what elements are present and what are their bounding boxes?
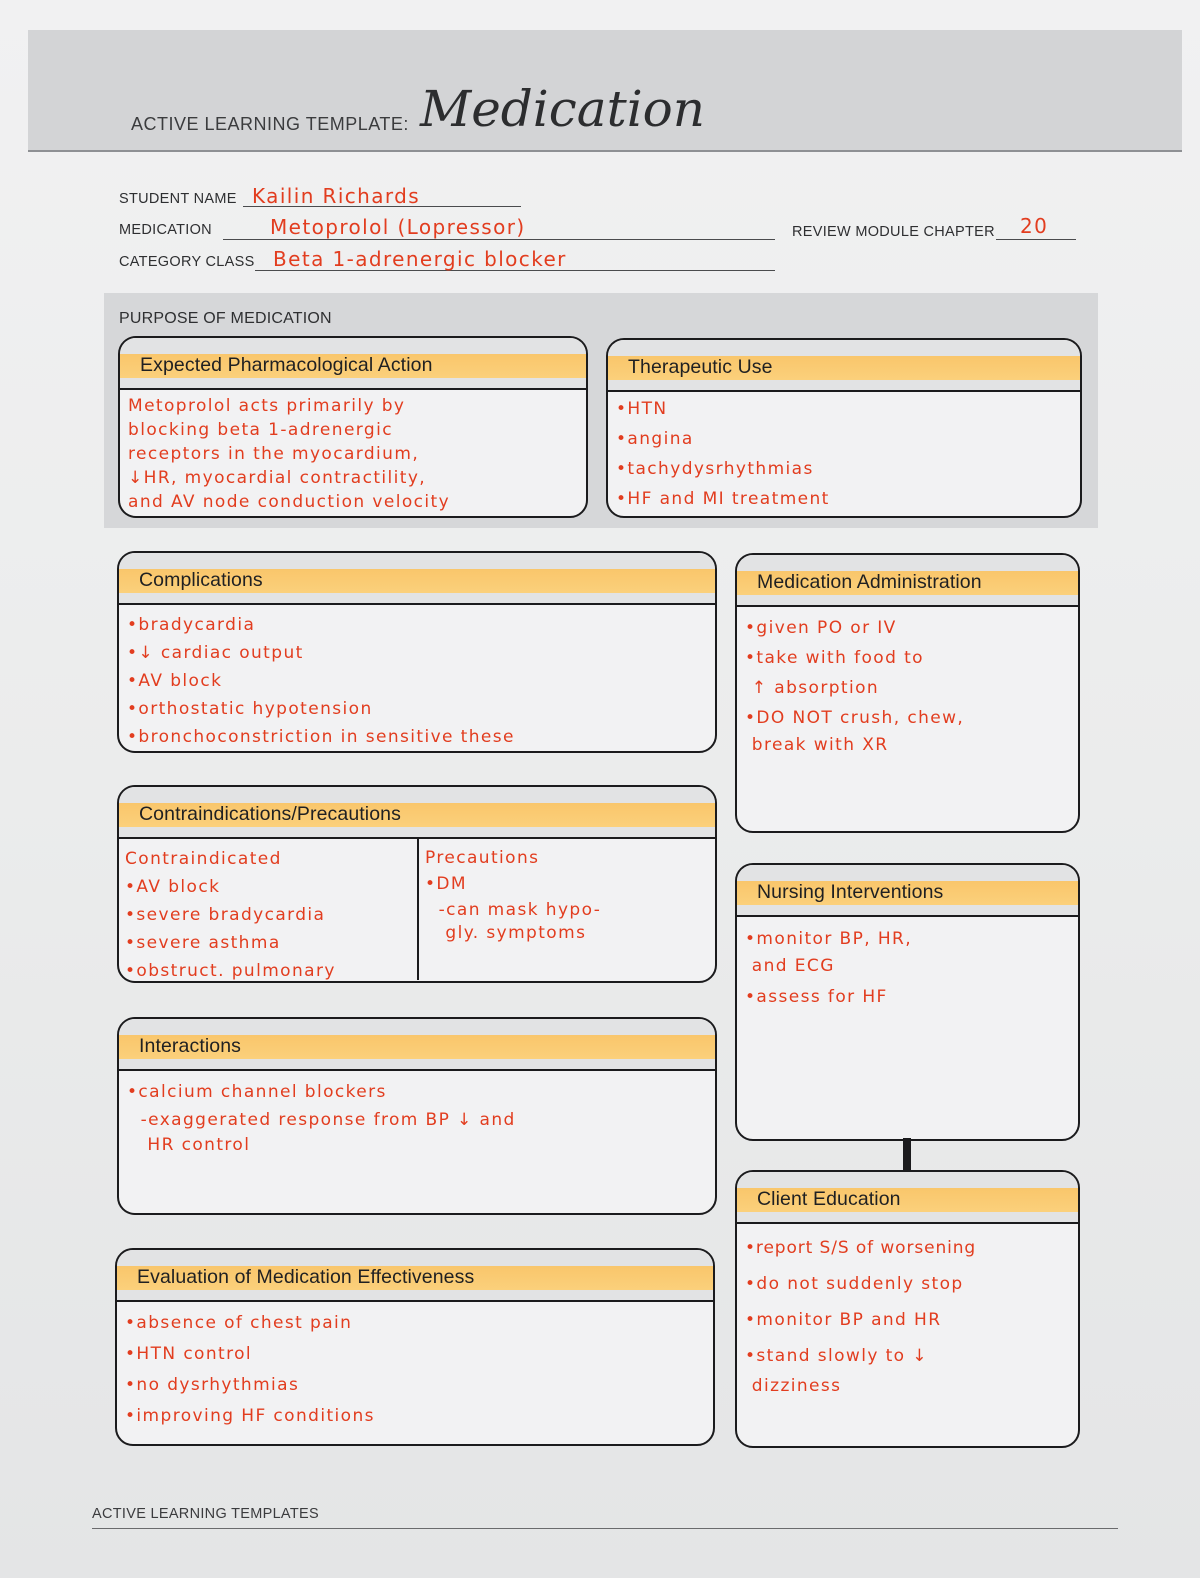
interactions-title: Interactions <box>139 1035 242 1057</box>
administration-line: ↑ absorption <box>745 678 880 698</box>
interactions-header <box>119 1019 715 1071</box>
interactions-line: HR control <box>127 1135 251 1155</box>
nursing-line: and ECG <box>745 956 835 976</box>
client-education-line: •monitor BP and HR <box>745 1310 942 1330</box>
nursing-title: Nursing Interventions <box>757 881 944 903</box>
administration-line: •given PO or IV <box>745 618 897 638</box>
expected-action-title: Expected Pharmacological Action <box>140 354 433 376</box>
contraindicated-line: •severe bradycardia <box>125 905 326 925</box>
connector-bar <box>903 1138 911 1172</box>
evaluation-box <box>115 1248 715 1446</box>
nursing-line: •assess for HF <box>745 987 888 1007</box>
expected-action-header <box>120 338 586 390</box>
interactions-line: •calcium channel blockers <box>127 1082 387 1102</box>
therapeutic-use-line: •HF and MI treatment <box>616 489 830 509</box>
contraindicated-column <box>119 839 419 980</box>
interactions-line: -exaggerated response from BP ↓ and <box>127 1110 516 1130</box>
client-education-title: Client Education <box>757 1188 901 1210</box>
category-class-label: CATEGORY CLASS <box>119 254 255 270</box>
evaluation-line: •improving HF conditions <box>125 1406 375 1426</box>
complications-header <box>119 553 715 605</box>
client-education-box <box>735 1170 1080 1448</box>
client-education-line: •report S/S of worsening <box>745 1238 977 1258</box>
expected-action-line: and AV node conduction velocity <box>128 492 451 512</box>
expected-action-line: Metoprolol acts primarily by <box>128 396 406 416</box>
complications-line: •bronchoconstriction in sensitive these <box>127 727 515 747</box>
footer-rule <box>92 1528 1118 1529</box>
purpose-label: PURPOSE OF MEDICATION <box>119 310 332 327</box>
evaluation-title: Evaluation of Medication Effectiveness <box>137 1266 475 1288</box>
review-module-label: REVIEW MODULE CHAPTER <box>792 224 995 240</box>
administration-title: Medication Administration <box>757 571 982 593</box>
contraindications-title: Contraindications/Precautions <box>139 803 401 825</box>
student-name-value: Kailin Richards <box>252 184 421 208</box>
interactions-box <box>117 1017 717 1215</box>
administration-line: break with XR <box>745 735 889 755</box>
precautions-line: •DM <box>425 874 467 894</box>
therapeutic-use-box <box>606 338 1082 518</box>
expected-action-line: ↓HR, myocardial contractility, <box>128 468 427 488</box>
evaluation-header <box>117 1250 713 1302</box>
complications-box <box>117 551 717 753</box>
evaluation-line: •HTN control <box>125 1344 253 1364</box>
complications-title: Complications <box>139 569 263 591</box>
client-education-header <box>737 1172 1078 1224</box>
precautions-line: gly. symptoms <box>425 923 587 943</box>
therapeutic-use-line: •HTN <box>616 399 668 419</box>
contraindications-box <box>117 785 717 983</box>
page-title: Medication <box>420 80 705 138</box>
nursing-line: •monitor BP, HR, <box>745 929 913 949</box>
precautions-line: -can mask hypo- <box>425 900 602 920</box>
complications-line: •bradycardia <box>127 615 256 635</box>
evaluation-line: •absence of chest pain <box>125 1313 353 1333</box>
administration-header <box>737 555 1078 607</box>
client-education-line: •do not suddenly stop <box>745 1274 964 1294</box>
client-education-line: •stand slowly to ↓ <box>745 1346 928 1366</box>
expected-action-box <box>118 336 588 518</box>
medication-line <box>223 239 775 240</box>
therapeutic-use-title: Therapeutic Use <box>628 356 773 378</box>
precautions-line: Precautions <box>425 848 540 868</box>
contraindicated-line: Contraindicated <box>125 849 282 869</box>
administration-line: •take with food to <box>745 648 924 668</box>
footer-label: ACTIVE LEARNING TEMPLATES <box>92 1506 319 1522</box>
medication-value: Metoprolol (Lopressor) <box>270 215 526 239</box>
complications-line: •orthostatic hypotension <box>127 699 373 719</box>
review-module-line <box>996 239 1076 240</box>
complications-line: •AV block <box>127 671 223 691</box>
client-education-line: dizziness <box>745 1376 842 1396</box>
review-module-value: 20 <box>1020 214 1049 238</box>
therapeutic-use-header <box>608 340 1080 392</box>
category-class-value: Beta 1-adrenergic blocker <box>273 247 567 271</box>
contraindications-header <box>119 787 715 839</box>
contraindicated-line: •AV block <box>125 877 221 897</box>
expected-action-line: blocking beta 1-adrenergic <box>128 420 393 440</box>
evaluation-line: •no dysrhythmias <box>125 1375 300 1395</box>
precautions-column <box>419 839 607 980</box>
contraindicated-line: •severe asthma <box>125 933 281 953</box>
therapeutic-use-line: •angina <box>616 429 694 449</box>
contraindicated-line: •obstruct. pulmonary <box>125 961 336 981</box>
nursing-box <box>735 863 1080 1141</box>
complications-line: •↓ cardiac output <box>127 643 304 663</box>
nursing-header <box>737 865 1078 917</box>
therapeutic-use-line: •tachydysrhythmias <box>616 459 814 479</box>
administration-line: •DO NOT crush, chew, <box>745 708 965 728</box>
expected-action-line: receptors in the myocardium, <box>128 444 420 464</box>
student-name-label: STUDENT NAME <box>119 191 237 207</box>
administration-box <box>735 553 1080 833</box>
template-label: ACTIVE LEARNING TEMPLATE: <box>131 114 409 134</box>
medication-label: MEDICATION <box>119 222 212 238</box>
